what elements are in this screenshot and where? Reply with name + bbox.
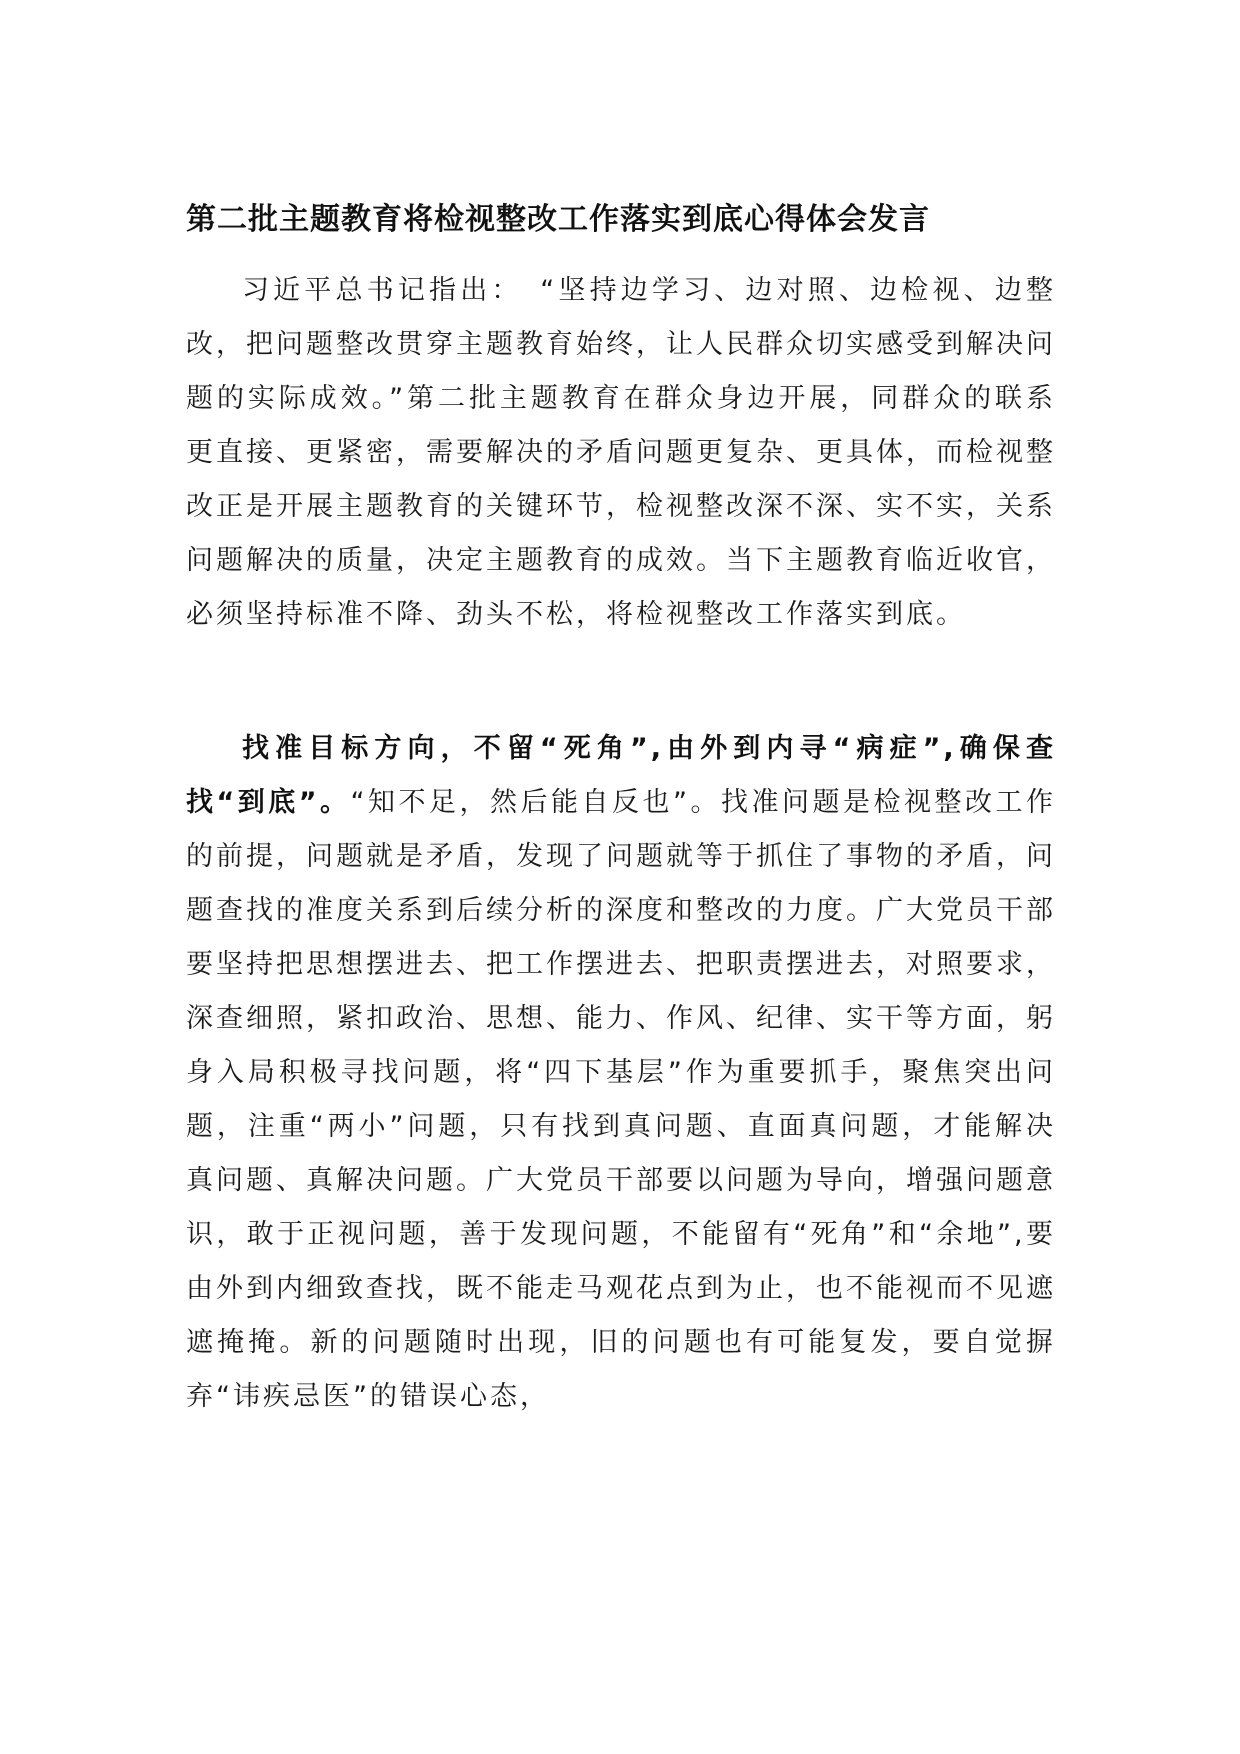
paragraph-text: “知不足，然后能自反也”。找准问题是检视整改工作的前提，问题就是矛盾，发现了问题就等于抓住了事物的矛盾，问题查找的准度关系到后续分析的深度和整改的力度。广大党员干部要坚持把思想摆进去、把工作摆进去、把职责摆进去，对照要求，深查细照，紧扣政治、思想、能力、作风、纪律、实干等方面，躬身入局积极寻找问题，将“四下基层”作为重要抓手，聚焦突出问题，注重“两小”问题，只有找到真问题、直面真问题，才能解决真问题、真解决问题。广大党员干部要以问题为导向，增强问题意识，敢于正视问题，善于发现问题，不能留有“死角”和“余地”,要由外到内细致查找，既不能走马观花点到为止，也不能视而不见遮遮掩掩。新的问题随时出现，旧的问题也有可能复发，要自觉摒弃“讳疾忌医”的错误心态， xyxy=(186,787,1056,1412)
paragraph-text: 习近平总书记指出： “坚持边学习、边对照、边检视、边整改，把问题整改贯穿主题教育始终，让人民群众切实感受到解决问题的实际成效。”第二批主题教育在群众身边开展，同群众的联系更直接、更紧密，需要解决的矛盾问题更复杂、更具体，而检视整改正是开展主题教育的关键环节，检视整改深不深、实不实，关系问题解决的质量，决定主题教育的成效。当下主题教育临近收官，必须坚持标准不降、劲头不松，将检视整改工作落实到底。 xyxy=(186,275,1056,630)
body-paragraph xyxy=(186,264,1056,642)
paragraph-lead-heading: 找准目标方向，不留“死角”,由外到内寻“病症”,确保查找“到底”。 xyxy=(186,733,1056,818)
document-title: 第二批主题教育将检视整改工作落实到底心得体会发言 xyxy=(186,202,930,237)
body-paragraph xyxy=(186,722,1056,1424)
